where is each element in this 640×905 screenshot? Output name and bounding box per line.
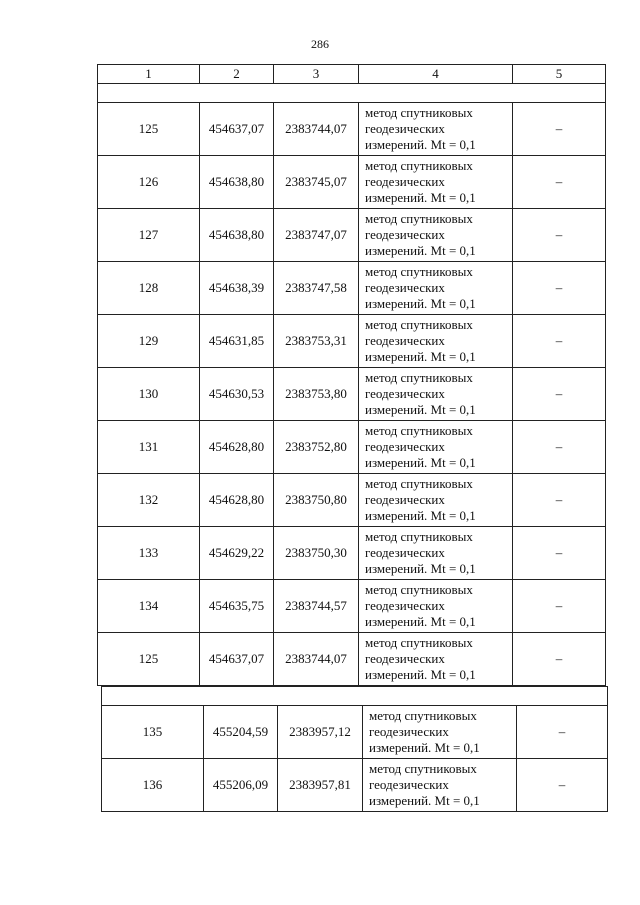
method-line: метод спутниковых: [365, 582, 473, 597]
method-line: измерений. Mt = 0,1: [369, 793, 480, 808]
point-number: 127: [98, 209, 200, 262]
note-dash: –: [513, 315, 606, 368]
method-line: метод спутниковых: [365, 211, 473, 226]
point-number: 131: [98, 421, 200, 474]
measurement-method: [359, 527, 513, 580]
point-number: 134: [98, 580, 200, 633]
table-row: [98, 368, 606, 421]
table-row: [102, 759, 608, 812]
y-coordinate: 2383744,07: [274, 633, 359, 686]
point-number: 129: [98, 315, 200, 368]
point-number: 125: [98, 633, 200, 686]
method-line: метод спутниковых: [365, 529, 473, 544]
measurement-method: [359, 156, 513, 209]
point-number: 136: [102, 759, 204, 812]
point-number: 125: [98, 103, 200, 156]
method-line: измерений. Mt = 0,1: [365, 243, 476, 258]
measurement-method: [359, 421, 513, 474]
page-number: 286: [311, 37, 329, 51]
method-line: измерений. Mt = 0,1: [365, 667, 476, 682]
method-line: метод спутниковых: [369, 708, 477, 723]
method-line: метод спутниковых: [365, 105, 473, 120]
note-dash: –: [513, 156, 606, 209]
method-line: геодезических: [365, 492, 445, 507]
measurement-method: [359, 580, 513, 633]
method-line: метод спутниковых: [369, 761, 477, 776]
y-coordinate: 2383750,30: [274, 527, 359, 580]
y-coordinate: 2383745,07: [274, 156, 359, 209]
y-coordinate: 2383753,80: [274, 368, 359, 421]
note-dash: –: [513, 262, 606, 315]
method-line: измерений. Mt = 0,1: [365, 614, 476, 629]
note-dash: –: [517, 706, 608, 759]
method-line: метод спутниковых: [365, 370, 473, 385]
method-line: геодезических: [369, 777, 449, 792]
point-number: 133: [98, 527, 200, 580]
method-line: измерений. Mt = 0,1: [365, 561, 476, 576]
y-coordinate: 2383744,07: [274, 103, 359, 156]
section-divider-row: [102, 687, 608, 706]
table-row: [98, 580, 606, 633]
method-line: метод спутниковых: [365, 158, 473, 173]
measurement-method: [359, 315, 513, 368]
point-number: 132: [98, 474, 200, 527]
method-line: метод спутниковых: [365, 423, 473, 438]
x-coordinate: 454637,07: [200, 633, 274, 686]
section-divider-row: [98, 84, 606, 103]
x-coordinate: 454628,80: [200, 421, 274, 474]
measurement-method: [359, 633, 513, 686]
note-dash: –: [513, 474, 606, 527]
y-coordinate: 2383957,81: [278, 759, 363, 812]
method-line: измерений. Mt = 0,1: [365, 190, 476, 205]
method-line: измерений. Mt = 0,1: [365, 402, 476, 417]
note-dash: –: [513, 209, 606, 262]
method-line: измерений. Mt = 0,1: [365, 508, 476, 523]
point-number: 126: [98, 156, 200, 209]
method-line: геодезических: [365, 598, 445, 613]
measurement-method: [359, 262, 513, 315]
measurement-method: [359, 209, 513, 262]
table-row: [98, 315, 606, 368]
y-coordinate: 2383957,12: [278, 706, 363, 759]
method-line: геодезических: [365, 280, 445, 295]
column-header: 3: [274, 65, 359, 84]
x-coordinate: 454628,80: [200, 474, 274, 527]
method-line: метод спутниковых: [365, 264, 473, 279]
x-coordinate: 455204,59: [204, 706, 278, 759]
note-dash: –: [517, 759, 608, 812]
note-dash: –: [513, 527, 606, 580]
method-line: метод спутниковых: [365, 476, 473, 491]
measurement-method: [359, 474, 513, 527]
table-row: [98, 474, 606, 527]
method-line: измерений. Mt = 0,1: [365, 137, 476, 152]
y-coordinate: 2383753,31: [274, 315, 359, 368]
table-row: [98, 209, 606, 262]
table-row: [98, 156, 606, 209]
method-line: измерений. Mt = 0,1: [365, 455, 476, 470]
method-line: метод спутниковых: [365, 635, 473, 650]
method-line: измерений. Mt = 0,1: [365, 349, 476, 364]
method-line: измерений. Mt = 0,1: [369, 740, 480, 755]
method-line: геодезических: [365, 386, 445, 401]
method-line: геодезических: [369, 724, 449, 739]
column-header: 1: [98, 65, 200, 84]
y-coordinate: 2383750,80: [274, 474, 359, 527]
column-header: 4: [359, 65, 513, 84]
method-line: измерений. Mt = 0,1: [365, 296, 476, 311]
table-row: [98, 527, 606, 580]
table-row: [98, 262, 606, 315]
table-row: [102, 706, 608, 759]
x-coordinate: 454638,80: [200, 209, 274, 262]
note-dash: –: [513, 633, 606, 686]
method-line: геодезических: [365, 174, 445, 189]
x-coordinate: 454631,85: [200, 315, 274, 368]
y-coordinate: 2383747,58: [274, 262, 359, 315]
coordinates-table-section-1: [97, 64, 606, 686]
note-dash: –: [513, 421, 606, 474]
note-dash: –: [513, 580, 606, 633]
method-line: геодезических: [365, 227, 445, 242]
column-header: 5: [513, 65, 606, 84]
measurement-method: [363, 759, 517, 812]
y-coordinate: 2383744,57: [274, 580, 359, 633]
measurement-method: [359, 103, 513, 156]
table-row: [98, 633, 606, 686]
x-coordinate: 454630,53: [200, 368, 274, 421]
method-line: метод спутниковых: [365, 317, 473, 332]
coordinates-table-section-2: [101, 686, 608, 812]
method-line: геодезических: [365, 439, 445, 454]
method-line: геодезических: [365, 121, 445, 136]
note-dash: –: [513, 368, 606, 421]
column-header-row: [98, 65, 606, 84]
measurement-method: [359, 368, 513, 421]
point-number: 135: [102, 706, 204, 759]
point-number: 130: [98, 368, 200, 421]
method-line: геодезических: [365, 545, 445, 560]
table-row: [98, 421, 606, 474]
measurement-method: [363, 706, 517, 759]
method-line: геодезических: [365, 651, 445, 666]
x-coordinate: 454629,22: [200, 527, 274, 580]
method-line: геодезических: [365, 333, 445, 348]
x-coordinate: 454638,80: [200, 156, 274, 209]
column-header: 2: [200, 65, 274, 84]
point-number: 128: [98, 262, 200, 315]
x-coordinate: 455206,09: [204, 759, 278, 812]
table-row: [98, 103, 606, 156]
x-coordinate: 454637,07: [200, 103, 274, 156]
x-coordinate: 454638,39: [200, 262, 274, 315]
y-coordinate: 2383752,80: [274, 421, 359, 474]
y-coordinate: 2383747,07: [274, 209, 359, 262]
note-dash: –: [513, 103, 606, 156]
x-coordinate: 454635,75: [200, 580, 274, 633]
